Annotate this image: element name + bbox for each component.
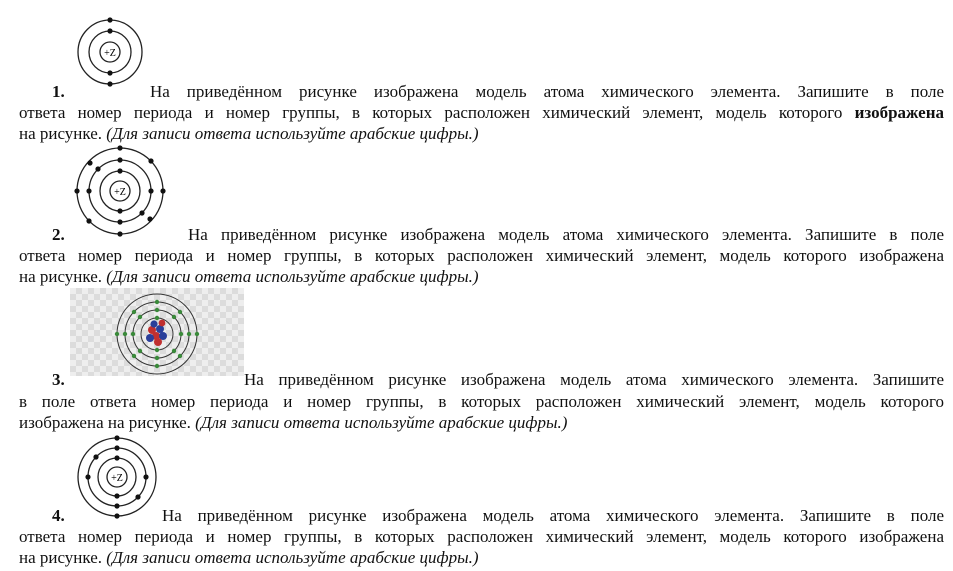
question-number: 2. — [52, 225, 65, 244]
question-text: в поле ответа номер периода и номер группы, в которых расположен химический элемент, модель которого — [19, 392, 944, 411]
svg-text:+Z: +Z — [104, 48, 116, 59]
atom-model-2-icon — [72, 143, 168, 239]
answer-hint: (Для записи ответа используйте арабские цифры.) — [106, 548, 479, 567]
question-number: 3. — [52, 370, 65, 389]
question-text: ответа номер периода и номер группы, в которых расположен химический элемент, модель которого изображена — [19, 246, 944, 265]
atom-model-3-image — [70, 288, 244, 376]
answer-hint: (Для записи ответа используйте арабские цифры.) — [195, 413, 568, 432]
question-text: ответа номер периода и номер группы, в которых расположен химический элемент, модель которого изображена — [19, 103, 945, 122]
question-number: 1. — [52, 82, 65, 101]
question-text: На приведённом рисунке изображена модель атома химического элемента. Запишите в поле — [162, 506, 944, 525]
atom-model-1-icon — [74, 16, 146, 88]
question-text: На приведённом рисунке изображена модель атома химического элемента. Запишите в поле — [188, 225, 944, 244]
svg-text:+Z: +Z — [111, 473, 123, 484]
question-text: ответа номер периода и номер группы, в которых расположен химический элемент, модель которого изображена — [19, 527, 944, 546]
atom-model-3-icon — [70, 288, 244, 376]
svg-text:+Z: +Z — [114, 187, 126, 198]
question-text: на рисунке. (Для записи ответа используйте арабские цифры.) — [19, 548, 479, 567]
question-number: 4. — [52, 506, 65, 525]
question-text: на рисунке. (Для записи ответа используйте арабские цифры.) — [19, 124, 479, 143]
answer-hint: (Для записи ответа используйте арабские цифры.) — [106, 267, 479, 286]
atom-model-4-icon — [72, 435, 162, 519]
question-text: На приведённом рисунке изображена модель атома химического элемента. Запишите в поле — [150, 82, 944, 101]
question-text: На приведённом рисунке изображена модель атома химического элемента. Запишите — [244, 370, 944, 389]
question-text: изображена на рисунке. (Для записи ответа используйте арабские цифры.) — [19, 413, 568, 432]
answer-hint: (Для записи ответа используйте арабские цифры.) — [106, 124, 479, 143]
question-text: на рисунке. (Для записи ответа используйте арабские цифры.) — [19, 267, 479, 286]
